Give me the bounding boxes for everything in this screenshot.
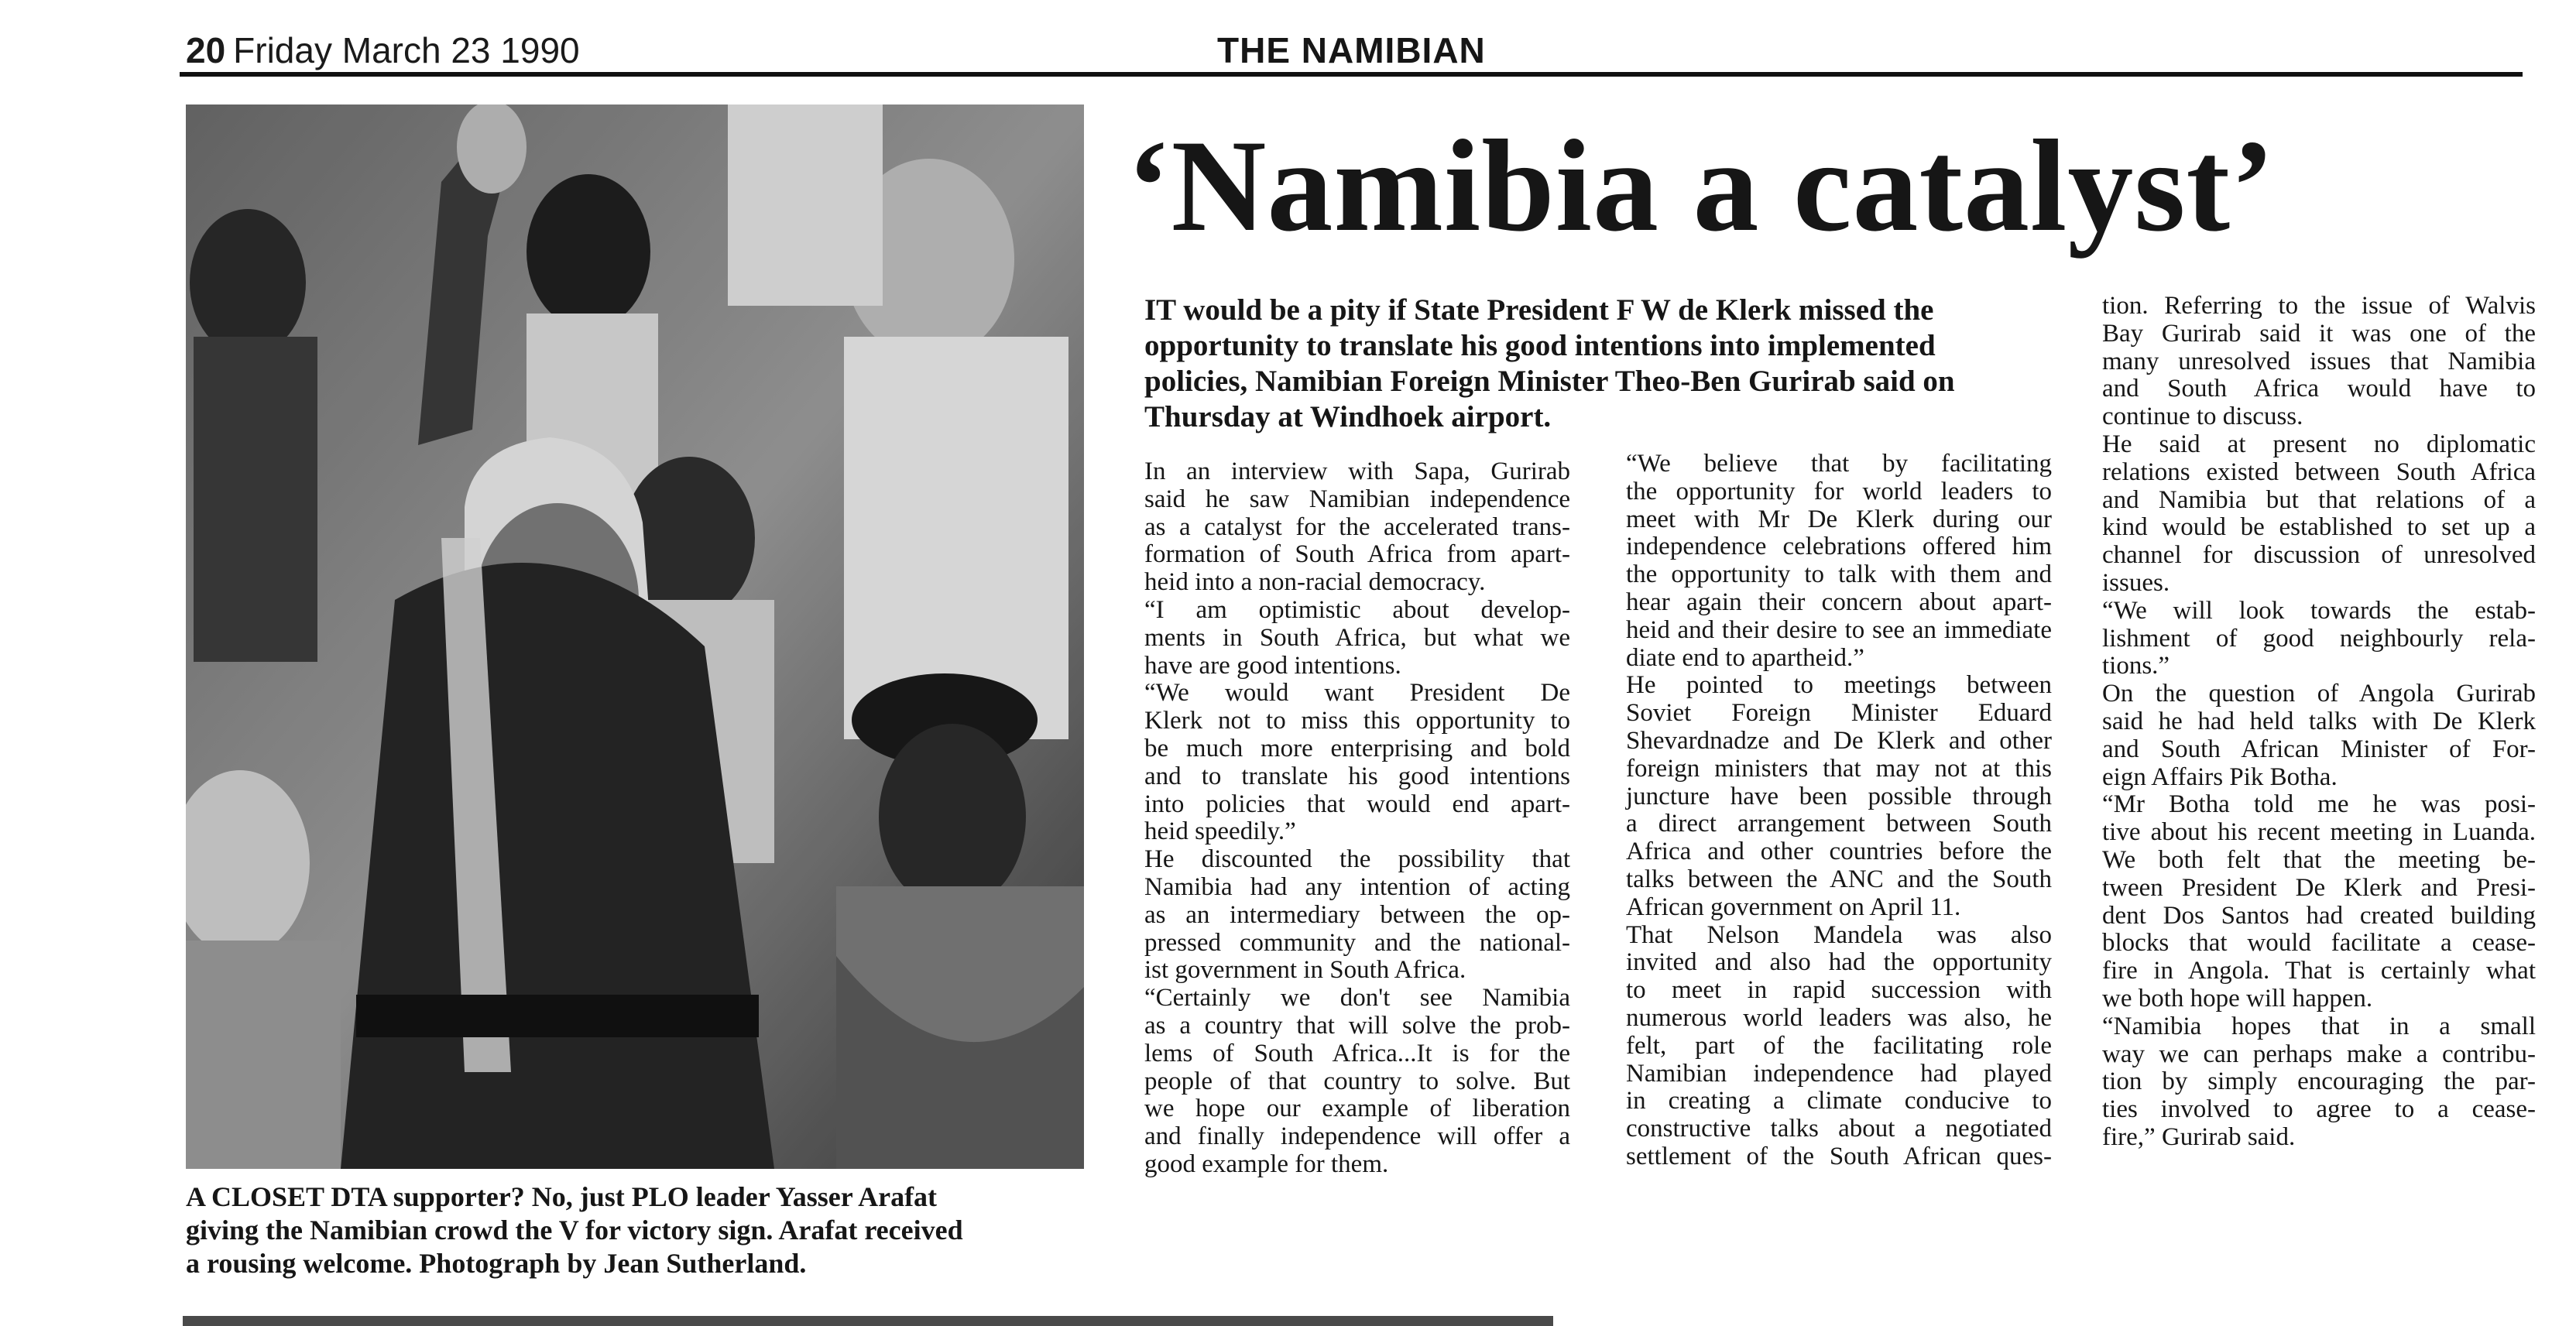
body-line: Soviet Foreign Minister Eduard [1626,699,2052,728]
body-line: fire in Angola. That is certainly what [2102,957,2536,985]
body-line: be much more enterprising and bold [1144,734,1570,762]
photo-caption [186,1180,1107,1280]
body-line: have are good intentions. [1144,651,1401,680]
body-line: good example for them. [1144,1150,1389,1178]
body-line: “Namibia hopes that in a small [2102,1012,2536,1040]
body-line: numerous world leaders was also, he [1626,1003,2052,1032]
body-line: He discounted the possibility that [1144,845,1570,874]
news-photo [186,105,1084,1169]
body-line: kind would be established to set up a [2102,513,2536,542]
body-line: Namibia had any intention of acting [1144,872,1570,901]
body-line: felt, part of the facilitating role [1626,1031,2052,1060]
body-line: issues. [2102,568,2170,597]
body-line: constructive talks about a negotiated [1626,1115,2052,1143]
body-line: fire,” Gurirab said. [2102,1122,2296,1151]
body-line: Africa and other countries before the [1626,838,2052,866]
body-line: ties involved to agree to a cease- [2102,1095,2536,1124]
body-line: “We would want President De [1144,679,1570,708]
body-line: settlement of the South African ques- [1626,1142,2052,1170]
body-line: independence celebrations offered him [1626,533,2052,561]
body-line: Bay Gurirab said it was one of the [2102,319,2536,348]
body-line: heid speedily.” [1144,817,1296,846]
body-column-1 [1144,458,1570,1179]
body-line: into policies that would end apart- [1144,790,1570,818]
issue-date: Friday March 23 1990 [233,30,580,70]
body-line: and to translate his good intentions [1144,762,1570,790]
body-column-2 [1626,451,2052,1171]
body-line: many unresolved issues that Namibia [2102,347,2536,375]
body-line: talks between the ANC and the South [1626,865,2052,893]
lede-line: policies, Namibian Foreign Minister Theo-Ben Gurirab said on [1144,365,1955,398]
body-line: In an interview with Sapa, Gurirab [1144,457,1570,485]
header-rule [180,72,2523,77]
body-line: and Namibia but that relations of a [2102,485,2536,514]
body-line: relations existed between South Africa [2102,457,2536,486]
body-line: the opportunity for world leaders to [1626,477,2052,505]
body-line: heid and their desire to see an immediate [1626,615,2052,644]
body-line: African government on April 11. [1626,893,1961,921]
page-number: 20 [186,30,226,70]
body-line: heid into a non-racial democracy. [1144,568,1486,597]
caption-line: A CLOSET DTA supporter? No, just PLO leader Yasser Arafat [186,1181,938,1212]
body-line: diate end to apartheid.” [1626,643,1864,672]
page-dateline [186,29,580,71]
body-line: foreign ministers that may not at this [1626,754,2052,783]
body-line: pressed community and the national- [1144,928,1570,957]
body-line: Shevardnadze and De Klerk and other [1626,726,2052,755]
body-line: tion by simply encouraging the par- [2102,1067,2536,1096]
body-line: invited and also had the opportunity [1626,948,2052,977]
page-header [180,23,2523,77]
body-line: hear again their concern about apart- [1626,588,2052,616]
body-line: On the question of Angola Gurirab [2102,680,2536,708]
body-line: continue to discuss. [2102,403,2303,431]
body-line: That Nelson Mandela was also [1626,920,2052,949]
body-line: eign Affairs Pik Botha. [2102,762,2338,791]
body-line: as a country that will solve the prob- [1144,1011,1570,1040]
photo-image [186,105,1084,1169]
body-line: “I am optimistic about develop- [1144,595,1570,624]
body-line: as a catalyst for the accelerated trans- [1144,512,1570,541]
body-line: in creating a climate conducive to [1626,1087,2052,1115]
body-line: “We will look towards the estab- [2102,596,2536,625]
caption-line: a rousing welcome. Photograph by Jean Sutherland. [186,1248,807,1279]
body-line: way we can perhaps make a contribu- [2102,1040,2536,1068]
body-line: “We believe that by facilitating [1626,450,2052,478]
body-line: ist government in South Africa. [1144,956,1466,985]
body-line: “Certainly we don't see Namibia [1144,984,1570,1012]
lede-line: Thursday at Windhoek airport. [1144,400,1552,433]
body-line: and South African Minister of For- [2102,735,2536,763]
body-line: meet with Mr De Klerk during our [1626,505,2052,533]
body-line: juncture have been possible through [1626,782,2052,810]
body-line: “Mr Botha told me he was posi- [2102,790,2536,819]
body-line: the opportunity to talk with them and [1626,560,2052,589]
body-line: lems of South Africa...It is for the [1144,1039,1570,1067]
body-line: we hope our example of liberation [1144,1095,1570,1123]
body-line: channel for discussion of unresolved [2102,541,2536,570]
body-line: We both felt that the meeting be- [2102,845,2536,874]
body-line: as an intermediary between the op- [1144,900,1570,929]
lede-line: opportunity to translate his good intentions into implemented [1144,329,1936,362]
body-line: dent Dos Santos had created building [2102,901,2536,930]
body-line: we both hope will happen. [2102,984,2373,1012]
masthead: THE NAMIBIAN [1217,30,1486,70]
adjacent-article-edge [183,1316,1553,1326]
body-line: tive about his recent meeting in Luanda. [2102,818,2536,847]
body-line: ments in South Africa, but what we [1144,623,1570,652]
body-line: Namibian independence had played [1626,1059,2052,1088]
body-line: blocks that would facilitate a cease- [2102,929,2536,958]
body-line: He said at present no diplomatic [2102,430,2536,458]
body-line: tion. Referring to the issue of Walvis [2102,292,2536,320]
body-line: tween President De Klerk and Presi- [2102,873,2536,902]
body-line: said he had held talks with De Klerk [2102,707,2536,735]
body-column-3 [2102,293,2536,1152]
body-line: Klerk not to miss this opportunity to [1144,707,1570,735]
body-line: He pointed to meetings between [1626,671,2052,700]
body-line: lishment of good neighbourly rela- [2102,624,2536,653]
body-line: and finally independence will offer a [1144,1122,1570,1151]
body-line: formation of South Africa from apart- [1144,540,1570,569]
lede-line: IT would be a pity if State President F W de Klerk missed the [1144,293,1934,327]
body-line: and South Africa would have to [2102,375,2536,403]
body-line: people of that country to solve. But [1144,1067,1570,1095]
body-line: said he saw Namibian independence [1144,485,1570,513]
article-headline: ‘Namibia a catalyst’ [1127,113,2276,259]
body-line: to meet in rapid succession with [1626,976,2052,1005]
caption-line: giving the Namibian crowd the V for victory sign. Arafat received [186,1215,963,1245]
body-line: a direct arrangement between South [1626,810,2052,838]
article-lede [1144,293,2058,435]
body-line: tions.” [2102,652,2170,680]
